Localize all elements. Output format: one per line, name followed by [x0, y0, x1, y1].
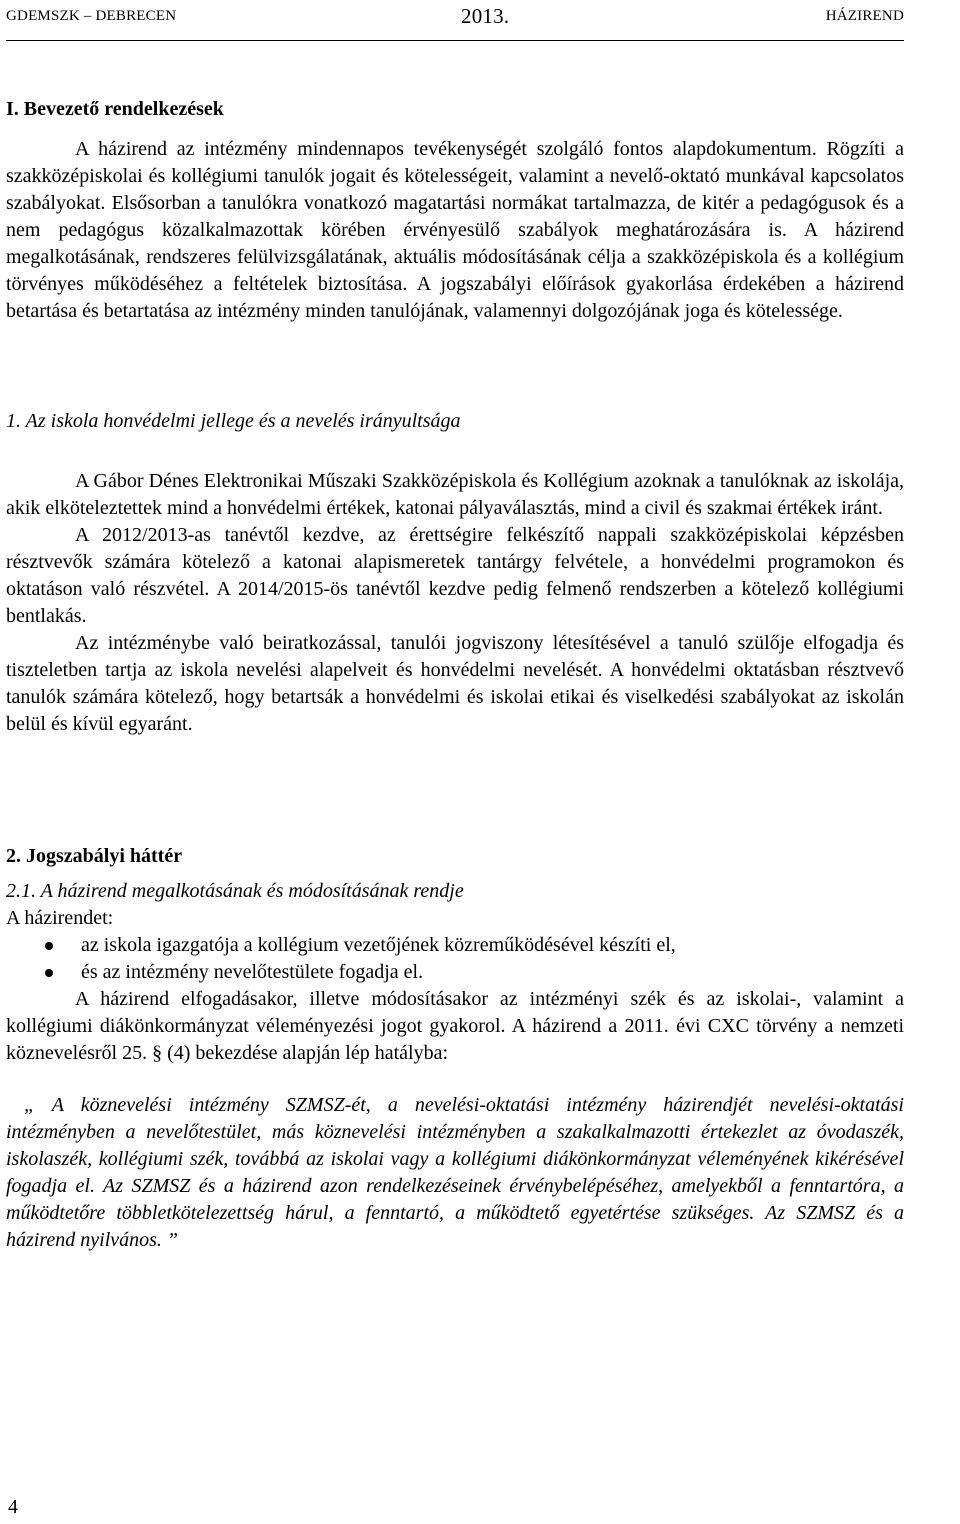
- section21-lead: A házirendet:: [6, 907, 114, 929]
- page-header: [6, 4, 904, 41]
- section21-heading: 2.1. A házirend megalkotásának és módosításának rendje: [6, 880, 464, 902]
- list-item: az iskola igazgatója a kollégium vezetőjének közreműködésével készíti el,: [6, 932, 904, 959]
- section-1: [6, 408, 904, 738]
- section1-heading: 1. Az iskola honvédelmi jellege és a nevelés irányultsága: [6, 410, 461, 432]
- section21-paragraph: A házirend elfogadásakor, illetve módosításakor az intézményi szék és az iskolai-, valamint a kollégiumi diákönkormányzat véleményezési jogot gyakorol. A házirend a 2011. évi CXC törvény a nemzeti köznevelésről 25. § (4) bekezdése alapján lép hatályba:: [6, 988, 904, 1064]
- intro-paragraph: A házirend az intézmény mindennapos tevékenységét szolgáló fontos alapdokumentum. Rögzíti a szakközépiskolai és kollégiumi tanulók jogait és kötelességeit, valamint a nevelő-oktató munkával kapcsolatos szabályokat. Elsősorban a tanulókra vonatkozó magatartási normákat tartalmazza, de kitér a pedagógusok és a nem pedagógus közalkalmazottak körében érvényesülő szabályok meghatározására is. A házirend megalkotásának, rendszeres felülvizsgálatának, aktuális módosításának célja a szakközépiskola és a kollégium törvényes működéséhez a feltételek biztosítása. A jogszabályi előírások gyakorlása érdekében a házirend betartása és betartatása az intézmény minden tanulójának, valamennyi dolgozójának joga és kötelessége.: [6, 138, 904, 322]
- section21-bullet-list: [6, 932, 904, 986]
- intro-heading: I. Bevezető rendelkezések: [6, 98, 224, 120]
- bullet-icon: [45, 969, 53, 977]
- section1-paragraph-2: A 2012/2013-as tanévtől kezdve, az érettségire felkészítő nappali szakközépiskolai képzésben résztvevők számára kötelező a katonai alapismeretek tantárgy felvétele, a honvédelmi programokon és oktatáson való részvétel. A 2014/2015-ös tanévtől kezdve pedig felmenő rendszerben a kötelező kollégiumi bentlakás.: [6, 524, 904, 627]
- section1-paragraph-1: A Gábor Dénes Elektronikai Műszaki Szakközépiskola és Kollégium azoknak a tanulóknak az iskolája, akik elköteleztettek mind a honvédelmi értékek, katonai pályaválasztás, mind a civil és szakmai értékek iránt.: [6, 470, 904, 519]
- section1-paragraph-3: Az intézménybe való beiratkozással, tanulói jogviszony létesítésével a tanuló szülője elfogadja és tiszteletben tartja az iskola nevelési alapelveit és honvédelmi nevelését. A honvédelmi oktatásban résztvevő tanulók számára kötelező, hogy betartsák a honvédelmi és iskolai etikai és viselkedési szabályokat az iskolán belül és kívül egyaránt.: [6, 632, 904, 735]
- list-item: és az intézmény nevelőtestülete fogadja el.: [6, 959, 904, 986]
- header-document-title: HÁZIREND: [825, 8, 904, 24]
- header-year: 2013.: [461, 4, 510, 28]
- document-body: [6, 96, 904, 325]
- page-number: 4: [8, 1496, 18, 1518]
- section2-heading: 2. Jogszabályi háttér: [6, 845, 183, 867]
- header-institution: GDEMSZK – DEBRECEN: [6, 8, 177, 24]
- legal-quote: „ A köznevelési intézmény SZMSZ-ét, a nevelési-oktatási intézmény házirendjét nevelési-oktatási intézményben a nevelőtestület, más köznevelési intézményben a szakalkalmazotti értekezlet az óvodaszék, iskolaszék, kollégiumi szék, továbbá az iskolai vagy a kollégiumi diákönkormányzat véleményének kikérésével fogadja el. Az SZMSZ és a házirend azon rendelkezéseinek érvénybelépéséhez, amelyekből a fenntartóra, a működtetőre többletkötelezettség hárul, a fenntartó, a működtető egyetértése szükséges. Az SZMSZ és a házirend nyilvános. ”: [6, 1094, 904, 1251]
- bullet-icon: [45, 942, 53, 950]
- section-2: [6, 843, 904, 1254]
